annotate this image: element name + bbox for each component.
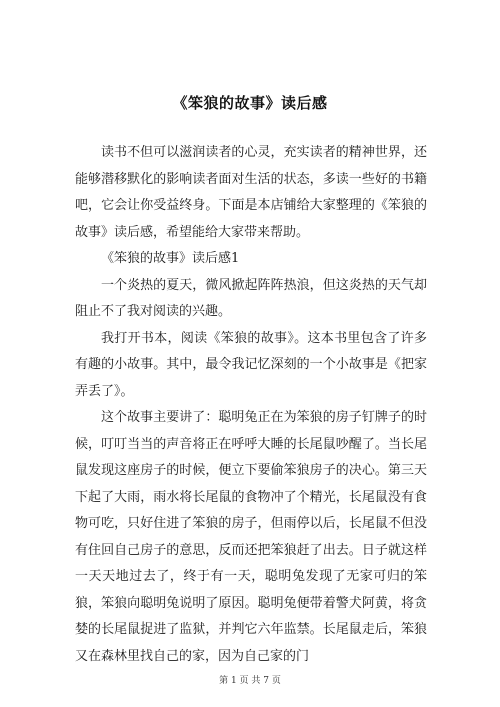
document-title: 《笨狼的故事》读后感 xyxy=(172,94,328,112)
paragraph-intro: 读书不但可以滋润读者的心灵，充实读者的精神世界，还能够潜移默化的影响读者面对生活的状态，多读一些好的书籍吧，它会让你受益终身。下面是本店铺给大家整理的《笨狼的故事》读后感，希望能给大家带来帮助。 xyxy=(75,145,427,240)
paragraph: 这个故事主要讲了：聪明兔正在为笨狼的房子钉牌子的时候，叮叮当当的声音将正在呼呼大睡的长尾鼠吵醒了。当长尾鼠发现这座房子的时候，便立下要偷笨狼房子的决心。第三天下起了大雨，雨水将长尾鼠的食物冲了个精光，长尾鼠没有食物可吃，只好住进了笨狼的房子，但雨停以后，长尾鼠不但没有住回自己房子的意思，反而还把笨狼赶了出去。日子就这样一天天地过去了，终于有一天，聪明兔发现了无家可归的笨狼，笨狼向聪明兔说明了原因。聪明兔便带着警犬阿黄，将贪婪的长尾鼠捉进了监狱，并判它六年监禁。长尾鼠走后，笨狼又在森林里找自己的家，因为自己家的门 xyxy=(75,410,427,664)
document-body xyxy=(75,140,427,670)
paragraph: 我打开书本，阅读《笨狼的故事》。这本书里包含了许多有趣的小故事。其中，最令我记忆深刻的一个小故事是《把家弄丢了》。 xyxy=(75,330,427,399)
paragraph: 一个炎热的夏天，微风掀起阵阵热浪，但这炎热的天气却阻止不了我对阅读的兴趣。 xyxy=(75,277,427,319)
section-heading: 《笨狼的故事》读后感1 xyxy=(101,251,240,266)
page-number-footer: 第 1 页 共 7 页 xyxy=(219,676,281,686)
